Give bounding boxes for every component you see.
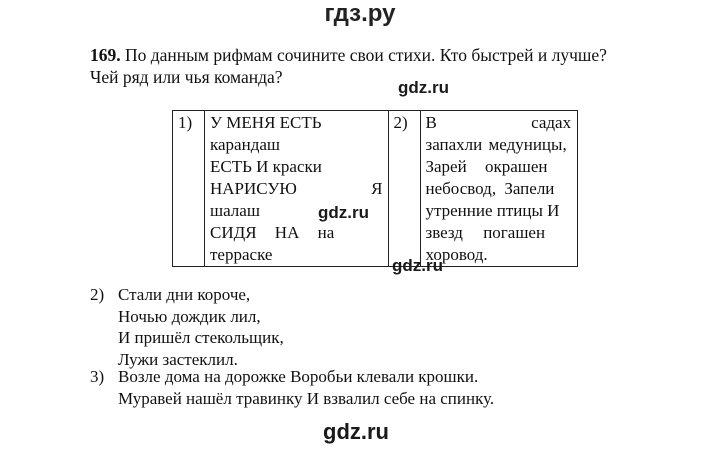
poem3-block	[118, 366, 494, 409]
poem2-line-6: звезд погашен	[425, 223, 546, 242]
table-cell-number-2: 2)	[388, 111, 420, 267]
task-number: 169.	[90, 45, 121, 65]
table-cell-number-1: 1)	[173, 111, 205, 267]
poem1-line-7: терраске	[210, 245, 273, 264]
poem2-block	[118, 284, 284, 370]
poem2-line-2: запахли медуницы,	[425, 135, 567, 154]
poem3-number: 3)	[90, 367, 105, 386]
task-statement	[90, 44, 607, 66]
poem2-line-5: утренние птицы И	[425, 201, 560, 220]
poem1-line-5: шалаш	[210, 201, 260, 220]
task-text-line1: По данным рифмам сочините свои стихи. Кто быстрей и лучше?	[125, 45, 607, 65]
poem2-line: Лужи застеклил.	[118, 349, 238, 369]
watermark: gdz.ru	[323, 419, 389, 444]
watermark: gdz.ru	[318, 203, 369, 222]
table-cell-poem-2	[420, 111, 577, 267]
poem1-line-6: СИДЯ НА на	[210, 223, 335, 242]
poem1-line-2: карандаш	[210, 135, 280, 154]
poem2-line-4: небосвод, Запели	[425, 179, 555, 198]
poem3-line: Муравей нашёл травинку И взвалил себе на спинку.	[118, 388, 495, 408]
watermark: gdz.ru	[392, 256, 443, 275]
task-text-line2: Чей ряд или чья команда?	[90, 67, 283, 87]
poem1-line-4: НАРИСУЮ Я	[210, 179, 383, 198]
poem1-line-1-text: У МЕНЯ ЕСТЬ	[210, 113, 322, 132]
poem3-line: Возле дома на дорожке Воробьи клевали крошки.	[118, 367, 479, 386]
poem2-line-3: Зарей окрашен	[425, 157, 548, 176]
table-cell-poem-1	[205, 111, 389, 267]
poem2-line: Ночью дождик лил,	[118, 306, 261, 326]
poem2-line-7: хоровод.	[425, 245, 488, 264]
watermark: gdz.ru	[398, 78, 449, 97]
poems-table	[172, 110, 578, 267]
poem1-line-1	[210, 112, 383, 134]
poem2-number: 2)	[90, 285, 105, 304]
poem2-line: И пришёл стекольщик,	[118, 328, 284, 347]
poem1-line-3: ЕСТЬ И краски	[210, 157, 322, 176]
poem2-line: Стали дни короче,	[118, 285, 251, 304]
poem2-line-1: В садах	[425, 113, 572, 132]
site-header: гдз.ру	[324, 0, 396, 27]
